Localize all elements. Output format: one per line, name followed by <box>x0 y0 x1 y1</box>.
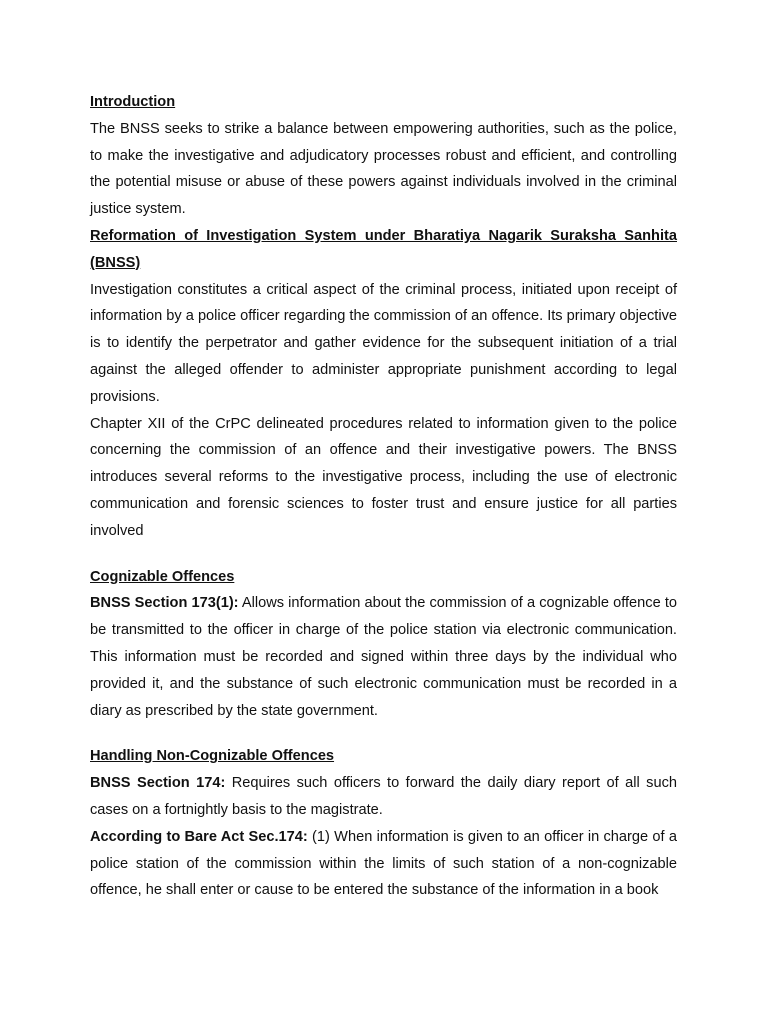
non-cognizable-lead-2: According to Bare Act Sec.174: <box>90 828 308 845</box>
section-spacer <box>90 545 677 564</box>
section-heading-reformation: Reformation of Investigation System under Bharatiya Nagarik Suraksha Sanhita (BNSS) <box>90 227 677 271</box>
section-heading-non-cognizable: Handling Non-Cognizable Offences <box>90 748 335 765</box>
introduction-paragraph: The BNSS seeks to strike a balance between empowering authorities, such as the police, to make the investigative and adjudicatory processes robust and efficient, and controlling the potential misuse or abuse of these powers against individuals involved in the criminal justice system. <box>90 120 677 218</box>
document-page <box>90 89 677 904</box>
cognizable-text: Allows information about the commission of a cognizable offence to be transmitted to the officer in charge of the police station via electronic communication. This information must be recorded and signed within three days by the individual who provided it, and the substance of such electronic communication must be recorded in a diary as prescribed by the state government. <box>90 595 677 719</box>
section-spacer <box>90 724 677 743</box>
cognizable-lead: BNSS Section 173(1): <box>90 595 239 612</box>
non-cognizable-lead-1: BNSS Section 174: <box>90 775 226 792</box>
non-cognizable-text-1: Requires such officers to forward the daily diary report of all such cases on a fortnightly basis to the magistrate. <box>90 775 677 818</box>
reformation-paragraph-1: Investigation constitutes a critical aspect of the criminal process, initiated upon receipt of information by a police officer regarding the commission of an offence. Its primary objective is to identify the perpetrator and gather evidence for the subsequent initiation of a trial against the alleged offender to administer appropriate punishment according to legal provisions. <box>90 281 677 405</box>
section-heading-introduction: Introduction <box>90 94 176 110</box>
section-heading-cognizable: Cognizable Offences <box>90 568 235 585</box>
reformation-paragraph-2: Chapter XII of the CrPC delineated procedures related to information given to the police concerning the commission of an offence and their investigative powers. The BNSS introduces several reforms to the investigative process, including the use of electronic communication and forensic sciences to foster trust and ensure justice for all parties involved <box>90 415 677 539</box>
non-cognizable-text-2: (1) When information is given to an officer in charge of a police station of the commission within the limits of such station of a non-cognizable offence, he shall enter or cause to be entered the substance of the information in a book <box>90 828 677 899</box>
non-cognizable-paragraph-1 <box>90 770 677 824</box>
non-cognizable-paragraph-2 <box>90 824 677 904</box>
cognizable-paragraph <box>90 590 677 724</box>
